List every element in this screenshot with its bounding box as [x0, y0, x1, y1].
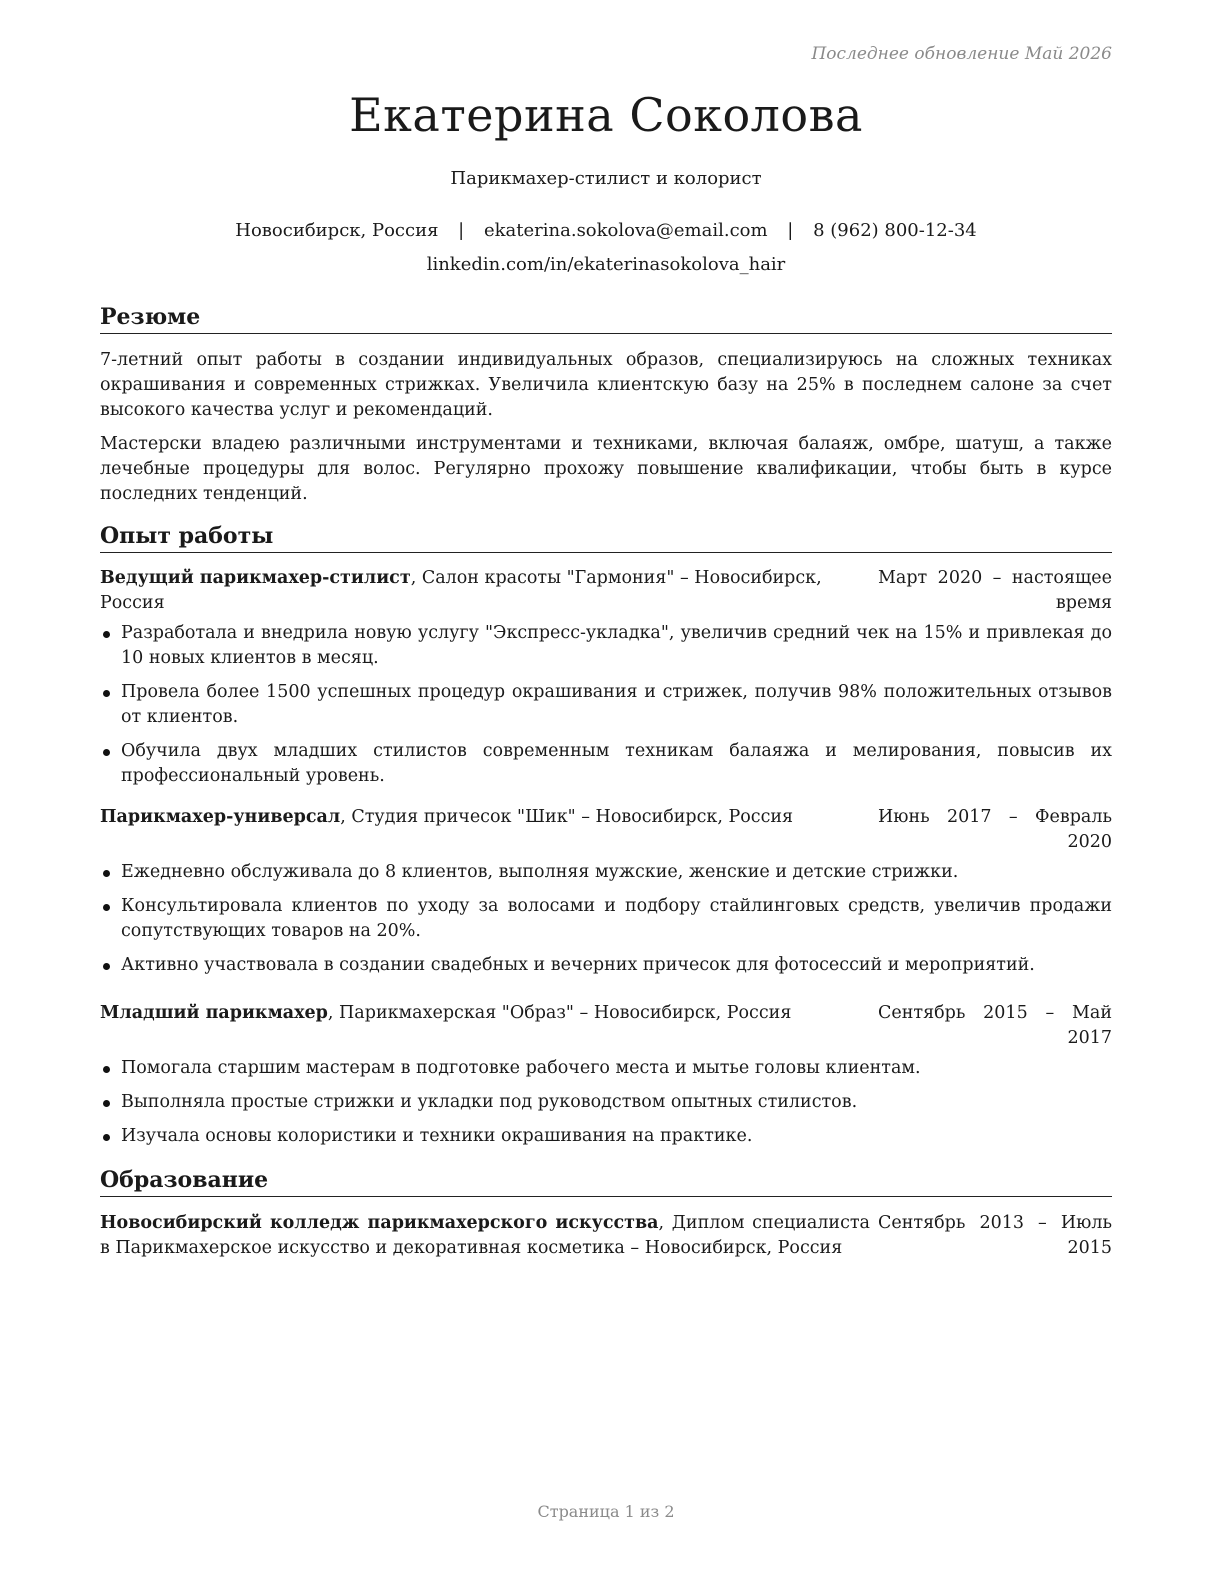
job-header: [100, 566, 1112, 616]
section-heading-summary: Резюме: [100, 303, 1112, 334]
job-role: Младший парикмахер: [100, 1003, 328, 1023]
candidate-title: Парикмахер-стилист и колорист: [450, 168, 762, 189]
education-school: Новосибирский колледж парикмахерского искусства: [100, 1213, 659, 1233]
list-item: Ежедневно обслуживала до 8 клиентов, выполняя мужские, женские и детские стрижки.: [100, 860, 1112, 885]
bullet-icon: [103, 963, 110, 970]
bullet-icon: [103, 690, 110, 697]
list-item: Провела более 1500 успешных процедур окрашивания и стрижек, получив 98% положительных отзывов от клиентов.: [100, 680, 1112, 730]
contact-line: [100, 220, 1112, 241]
job-role: Парикмахер-универсал: [100, 807, 341, 827]
summary-paragraph: 7-летний опыт работы в создании индивидуальных образов, специализируюсь на сложных техниках окрашивания и современных стрижках. Увеличила клиентскую базу на 25% в последнем салоне за счет высокого качества услуг и рекомендаций.: [100, 350, 1112, 420]
education-details: , Диплом специалиста в Парикмахерское искусство и декоративная косметика – Новосибирск, Россия: [100, 1213, 870, 1258]
job-bullets: [100, 1056, 1112, 1158]
list-item: Помогала старшим мастерам в подготовке рабочего места и мытье головы клиентам.: [100, 1056, 1112, 1081]
job-employer: , Салон красоты "Гармония" – Новосибирск, Россия: [100, 568, 822, 613]
bullet-icon: [103, 1066, 110, 1073]
contact-phone[interactable]: 8 (962) 800-12-34: [813, 220, 977, 241]
bullet-icon: [103, 631, 110, 638]
bullet-icon: [103, 870, 110, 877]
section-heading-experience: Опыт работы: [100, 522, 1112, 553]
list-item: Активно участвовала в создании свадебных и вечерних причесок для фотосессий и мероприятий.: [100, 953, 1112, 978]
bullet-icon: [103, 749, 110, 756]
job-title-line: [100, 566, 870, 616]
job-role: Ведущий парикмахер-стилист: [100, 568, 411, 588]
section-heading-education: Образование: [100, 1166, 1112, 1197]
list-item: Выполняла простые стрижки и укладки под руководством опытных стилистов.: [100, 1090, 1112, 1115]
job-bullets: [100, 621, 1112, 798]
contact-separator: |: [458, 220, 465, 241]
job-header: [100, 805, 1112, 855]
job-employer: , Студия причесок "Шик" – Новосибирск, Россия: [340, 807, 794, 827]
contact-linkedin[interactable]: linkedin.com/in/ekaterinasokolova_hair: [426, 254, 786, 275]
contact-separator: |: [787, 220, 794, 241]
bullet-icon: [103, 1100, 110, 1107]
resume-page: [100, 0, 1112, 1584]
list-item: Консультировала клиентов по уходу за волосами и подбору стайлинговых средств, увеличив продажи сопутствующих товаров на 20%.: [100, 894, 1112, 944]
list-item: Изучала основы колористики и техники окрашивания на практике.: [100, 1124, 1112, 1149]
job-dates: Июнь 2017 – Февраль 2020: [878, 807, 1112, 852]
summary-paragraph: Мастерски владею различными инструментами и техниками, включая балаяж, омбре, шатуш, а также лечебные процедуры для волос. Регулярно прохожу повышение квалификации, чтобы быть в курсе последних тенденций.: [100, 434, 1112, 504]
job-header: [100, 1001, 1112, 1051]
bullet-icon: [103, 904, 110, 911]
job-title-line: [100, 805, 870, 830]
education-title-line: [100, 1211, 870, 1261]
contact-city: Новосибирск, Россия: [235, 220, 439, 241]
job-bullets: [100, 860, 1112, 987]
job-employer: , Парикмахерская "Образ" – Новосибирск, Россия: [327, 1003, 792, 1023]
contact-email[interactable]: ekaterina.sokolova@email.com: [483, 220, 768, 241]
job-dates: Сентябрь 2015 – Май 2017: [878, 1003, 1112, 1048]
education-entry: [100, 1211, 1112, 1261]
education-dates: Сентябрь 2013 – Июль 2015: [878, 1213, 1112, 1258]
bullet-icon: [103, 1134, 110, 1141]
last-updated-note: Последнее обновление Май 2026: [811, 44, 1112, 64]
candidate-name: Екатерина Соколова: [349, 88, 863, 142]
page-number: Страница 1 из 2: [537, 1502, 675, 1521]
job-title-line: [100, 1001, 870, 1026]
job-dates: Март 2020 – настоящее время: [878, 568, 1112, 613]
list-item: Обучила двух младших стилистов современным техникам балаяжа и мелирования, повысив их профессиональный уровень.: [100, 739, 1112, 789]
list-item: Разработала и внедрила новую услугу "Экспресс-укладка", увеличив средний чек на 15% и привлекая до 10 новых клиентов в месяц.: [100, 621, 1112, 671]
